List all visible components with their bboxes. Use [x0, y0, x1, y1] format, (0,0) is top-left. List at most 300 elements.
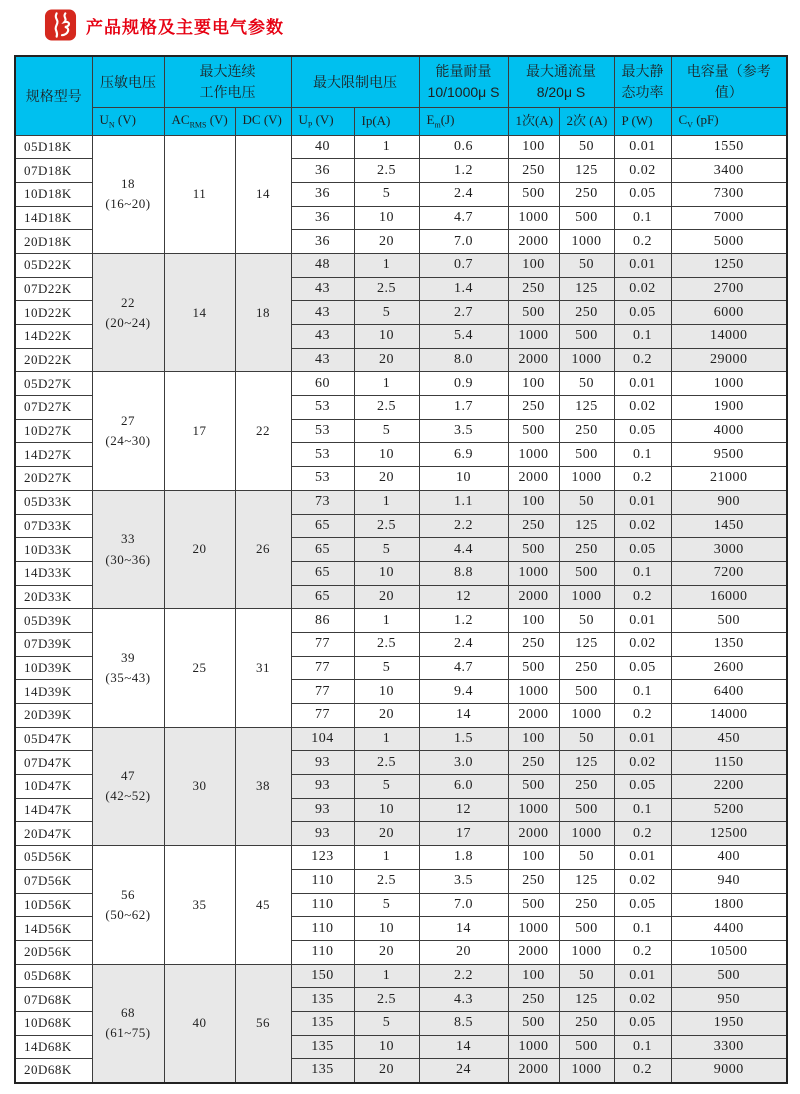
- value-cell: 125: [559, 514, 614, 538]
- table-row: [15, 372, 787, 396]
- value-cell: 53: [291, 396, 354, 420]
- value-cell: 4.3: [419, 988, 508, 1012]
- value-cell: 950: [671, 988, 787, 1012]
- value-cell: 6.9: [419, 443, 508, 467]
- value-cell: 2200: [671, 775, 787, 799]
- value-cell: 7200: [671, 561, 787, 585]
- value-cell: 8.8: [419, 561, 508, 585]
- value-cell: 1: [354, 846, 419, 870]
- value-cell: 2.5: [354, 869, 419, 893]
- value-cell: 400: [671, 846, 787, 870]
- value-cell: 0.1: [614, 206, 671, 230]
- value-cell: 250: [559, 656, 614, 680]
- value-cell: 250: [559, 301, 614, 325]
- value-cell: 0.2: [614, 230, 671, 254]
- header-model: 规格型号: [15, 56, 92, 135]
- model-cell: 07D68K: [15, 988, 92, 1012]
- value-cell: 36: [291, 182, 354, 206]
- value-cell: 0.05: [614, 538, 671, 562]
- model-cell: 05D22K: [15, 253, 92, 277]
- subheader-dc: DC (V): [235, 107, 291, 135]
- ac-voltage-cell: 35: [164, 846, 235, 964]
- value-cell: 73: [291, 490, 354, 514]
- header-energy-tolerance: 能量耐量 10/1000μ S: [419, 56, 508, 107]
- value-cell: 1000: [508, 798, 559, 822]
- value-cell: 50: [559, 846, 614, 870]
- value-cell: 1800: [671, 893, 787, 917]
- value-cell: 43: [291, 325, 354, 349]
- value-cell: 50: [559, 964, 614, 988]
- dc-voltage-cell: 38: [235, 727, 291, 845]
- value-cell: 1.2: [419, 609, 508, 633]
- value-cell: 0.1: [614, 443, 671, 467]
- value-cell: 0.2: [614, 348, 671, 372]
- table-row: [15, 846, 787, 870]
- value-cell: 100: [508, 727, 559, 751]
- model-cell: 07D22K: [15, 277, 92, 301]
- value-cell: 14000: [671, 325, 787, 349]
- subheader-surge-2nd: 2次 (A): [559, 107, 614, 135]
- value-cell: 9500: [671, 443, 787, 467]
- value-cell: 50: [559, 727, 614, 751]
- value-cell: 3.0: [419, 751, 508, 775]
- value-cell: 10: [354, 680, 419, 704]
- varistor-voltage-cell: 27 (24~30): [92, 372, 164, 490]
- model-cell: 10D22K: [15, 301, 92, 325]
- value-cell: 2.5: [354, 988, 419, 1012]
- value-cell: 40: [291, 135, 354, 159]
- value-cell: 1250: [671, 253, 787, 277]
- subheader-ip: Ip(A): [354, 107, 419, 135]
- value-cell: 0.2: [614, 704, 671, 728]
- value-cell: 53: [291, 419, 354, 443]
- value-cell: 125: [559, 396, 614, 420]
- value-cell: 86: [291, 609, 354, 633]
- value-cell: 12: [419, 798, 508, 822]
- ac-voltage-cell: 40: [164, 964, 235, 1082]
- table-row: [15, 490, 787, 514]
- value-cell: 48: [291, 253, 354, 277]
- value-cell: 135: [291, 1059, 354, 1083]
- value-cell: 1: [354, 727, 419, 751]
- header-row-sub: [15, 107, 787, 135]
- value-cell: 53: [291, 467, 354, 491]
- model-cell: 07D56K: [15, 869, 92, 893]
- ac-voltage-cell: 30: [164, 727, 235, 845]
- value-cell: 20: [354, 940, 419, 964]
- value-cell: 0.05: [614, 893, 671, 917]
- model-cell: 10D56K: [15, 893, 92, 917]
- varistor-voltage-cell: 68 (61~75): [92, 964, 164, 1082]
- value-cell: 2.5: [354, 632, 419, 656]
- value-cell: 500: [508, 538, 559, 562]
- model-cell: 07D47K: [15, 751, 92, 775]
- value-cell: 9.4: [419, 680, 508, 704]
- value-cell: 20: [354, 348, 419, 372]
- subheader-power: P (W): [614, 107, 671, 135]
- value-cell: 2000: [508, 822, 559, 846]
- value-cell: 1450: [671, 514, 787, 538]
- value-cell: 20: [354, 585, 419, 609]
- value-cell: 2.2: [419, 514, 508, 538]
- value-cell: 150: [291, 964, 354, 988]
- subheader-cv: $C_V$ (pF): [671, 107, 787, 135]
- value-cell: 0.1: [614, 561, 671, 585]
- table-row: [15, 135, 787, 159]
- value-cell: 7.0: [419, 230, 508, 254]
- value-cell: 50: [559, 372, 614, 396]
- value-cell: 36: [291, 159, 354, 183]
- value-cell: 250: [508, 988, 559, 1012]
- varistor-voltage-cell: 18 (16~20): [92, 135, 164, 253]
- model-cell: 14D47K: [15, 798, 92, 822]
- value-cell: 20: [419, 940, 508, 964]
- value-cell: 135: [291, 1011, 354, 1035]
- header-capacitance: 电容量（参考 值）: [671, 56, 787, 107]
- value-cell: 250: [508, 632, 559, 656]
- value-cell: 14: [419, 1035, 508, 1059]
- value-cell: 0.2: [614, 822, 671, 846]
- value-cell: 10500: [671, 940, 787, 964]
- value-cell: 7.0: [419, 893, 508, 917]
- table-row: [15, 964, 787, 988]
- value-cell: 9000: [671, 1059, 787, 1083]
- varistor-voltage-cell: 39 (35~43): [92, 609, 164, 727]
- model-cell: 14D33K: [15, 561, 92, 585]
- value-cell: 1150: [671, 751, 787, 775]
- model-cell: 05D33K: [15, 490, 92, 514]
- value-cell: 135: [291, 988, 354, 1012]
- value-cell: 5: [354, 301, 419, 325]
- value-cell: 0.2: [614, 940, 671, 964]
- varistor-voltage-cell: 56 (50~62): [92, 846, 164, 964]
- value-cell: 125: [559, 988, 614, 1012]
- value-cell: 104: [291, 727, 354, 751]
- model-cell: 05D18K: [15, 135, 92, 159]
- value-cell: 2000: [508, 467, 559, 491]
- value-cell: 3.5: [419, 419, 508, 443]
- value-cell: 10: [354, 206, 419, 230]
- value-cell: 5.4: [419, 325, 508, 349]
- value-cell: 100: [508, 253, 559, 277]
- value-cell: 2.5: [354, 159, 419, 183]
- value-cell: 0.1: [614, 325, 671, 349]
- value-cell: 12: [419, 585, 508, 609]
- value-cell: 100: [508, 135, 559, 159]
- model-cell: 20D56K: [15, 940, 92, 964]
- value-cell: 0.1: [614, 917, 671, 941]
- model-cell: 07D33K: [15, 514, 92, 538]
- brand-logo-icon: [44, 8, 77, 42]
- value-cell: 500: [671, 609, 787, 633]
- value-cell: 1000: [508, 680, 559, 704]
- value-cell: 77: [291, 656, 354, 680]
- value-cell: 5: [354, 656, 419, 680]
- value-cell: 2.7: [419, 301, 508, 325]
- value-cell: 1: [354, 135, 419, 159]
- value-cell: 2.2: [419, 964, 508, 988]
- value-cell: 77: [291, 704, 354, 728]
- value-cell: 4.7: [419, 206, 508, 230]
- value-cell: 110: [291, 940, 354, 964]
- value-cell: 20: [354, 1059, 419, 1083]
- value-cell: 4400: [671, 917, 787, 941]
- subheader-un: $U_N$ (V): [92, 107, 164, 135]
- model-cell: 05D27K: [15, 372, 92, 396]
- value-cell: 50: [559, 609, 614, 633]
- page-header: [0, 0, 800, 44]
- value-cell: 0.2: [614, 467, 671, 491]
- value-cell: 125: [559, 751, 614, 775]
- spec-table-head: [15, 56, 787, 135]
- value-cell: 250: [508, 277, 559, 301]
- value-cell: 250: [508, 751, 559, 775]
- value-cell: 43: [291, 301, 354, 325]
- value-cell: 3000: [671, 538, 787, 562]
- value-cell: 14: [419, 917, 508, 941]
- value-cell: 500: [508, 419, 559, 443]
- value-cell: 1000: [559, 230, 614, 254]
- value-cell: 10: [354, 798, 419, 822]
- value-cell: 4000: [671, 419, 787, 443]
- value-cell: 2600: [671, 656, 787, 680]
- value-cell: 60: [291, 372, 354, 396]
- value-cell: 65: [291, 561, 354, 585]
- model-cell: 10D27K: [15, 419, 92, 443]
- model-cell: 14D56K: [15, 917, 92, 941]
- value-cell: 250: [508, 159, 559, 183]
- value-cell: 250: [559, 419, 614, 443]
- value-cell: 1.1: [419, 490, 508, 514]
- value-cell: 5: [354, 893, 419, 917]
- model-cell: 20D47K: [15, 822, 92, 846]
- value-cell: 125: [559, 159, 614, 183]
- value-cell: 10: [354, 443, 419, 467]
- value-cell: 7000: [671, 206, 787, 230]
- table-row: [15, 253, 787, 277]
- value-cell: 0.02: [614, 751, 671, 775]
- value-cell: 20: [354, 467, 419, 491]
- value-cell: 2000: [508, 1059, 559, 1083]
- page-title: 产品规格及主要电气参数: [86, 17, 284, 37]
- value-cell: 1000: [559, 1059, 614, 1083]
- model-cell: 05D39K: [15, 609, 92, 633]
- value-cell: 1000: [671, 372, 787, 396]
- value-cell: 0.02: [614, 159, 671, 183]
- header-varistor-voltage: 压敏电压: [92, 56, 164, 107]
- value-cell: 1000: [559, 467, 614, 491]
- value-cell: 0.05: [614, 1011, 671, 1035]
- dc-voltage-cell: 18: [235, 253, 291, 371]
- value-cell: 0.1: [614, 680, 671, 704]
- value-cell: 36: [291, 230, 354, 254]
- value-cell: 500: [508, 301, 559, 325]
- value-cell: 0.9: [419, 372, 508, 396]
- model-cell: 20D18K: [15, 230, 92, 254]
- value-cell: 2000: [508, 585, 559, 609]
- value-cell: 1.7: [419, 396, 508, 420]
- value-cell: 250: [559, 893, 614, 917]
- value-cell: 5: [354, 1011, 419, 1035]
- value-cell: 500: [559, 680, 614, 704]
- model-cell: 20D68K: [15, 1059, 92, 1083]
- value-cell: 1550: [671, 135, 787, 159]
- ac-voltage-cell: 11: [164, 135, 235, 253]
- value-cell: 10: [419, 467, 508, 491]
- dc-voltage-cell: 26: [235, 490, 291, 608]
- value-cell: 100: [508, 372, 559, 396]
- value-cell: 0.1: [614, 798, 671, 822]
- value-cell: 0.7: [419, 253, 508, 277]
- dc-voltage-cell: 22: [235, 372, 291, 490]
- model-cell: 14D22K: [15, 325, 92, 349]
- header-max-surge-current: 最大通流量 8/20μ S: [508, 56, 614, 107]
- value-cell: 500: [671, 964, 787, 988]
- value-cell: 500: [508, 182, 559, 206]
- value-cell: 0.1: [614, 1035, 671, 1059]
- value-cell: 0.02: [614, 988, 671, 1012]
- value-cell: 1950: [671, 1011, 787, 1035]
- value-cell: 135: [291, 1035, 354, 1059]
- value-cell: 5000: [671, 230, 787, 254]
- value-cell: 940: [671, 869, 787, 893]
- value-cell: 125: [559, 277, 614, 301]
- value-cell: 1900: [671, 396, 787, 420]
- value-cell: 500: [559, 561, 614, 585]
- model-cell: 10D39K: [15, 656, 92, 680]
- value-cell: 250: [508, 396, 559, 420]
- value-cell: 65: [291, 514, 354, 538]
- header-max-clamping-voltage: 最大限制电压: [291, 56, 419, 107]
- value-cell: 100: [508, 609, 559, 633]
- value-cell: 1: [354, 609, 419, 633]
- value-cell: 12500: [671, 822, 787, 846]
- value-cell: 1.4: [419, 277, 508, 301]
- value-cell: 250: [508, 514, 559, 538]
- value-cell: 5: [354, 775, 419, 799]
- value-cell: 1: [354, 253, 419, 277]
- value-cell: 500: [508, 775, 559, 799]
- model-cell: 20D33K: [15, 585, 92, 609]
- value-cell: 0.05: [614, 656, 671, 680]
- value-cell: 0.2: [614, 585, 671, 609]
- value-cell: 1000: [508, 561, 559, 585]
- value-cell: 0.01: [614, 135, 671, 159]
- spec-table: [14, 55, 788, 1084]
- value-cell: 17: [419, 822, 508, 846]
- value-cell: 0.05: [614, 419, 671, 443]
- model-cell: 10D68K: [15, 1011, 92, 1035]
- value-cell: 900: [671, 490, 787, 514]
- value-cell: 500: [559, 443, 614, 467]
- value-cell: 20: [354, 822, 419, 846]
- dc-voltage-cell: 14: [235, 135, 291, 253]
- value-cell: 20: [354, 230, 419, 254]
- value-cell: 0.01: [614, 372, 671, 396]
- value-cell: 8.0: [419, 348, 508, 372]
- value-cell: 500: [508, 893, 559, 917]
- model-cell: 14D27K: [15, 443, 92, 467]
- value-cell: 0.05: [614, 182, 671, 206]
- value-cell: 0.02: [614, 277, 671, 301]
- value-cell: 100: [508, 846, 559, 870]
- value-cell: 250: [508, 869, 559, 893]
- value-cell: 5: [354, 419, 419, 443]
- value-cell: 500: [559, 917, 614, 941]
- model-cell: 20D27K: [15, 467, 92, 491]
- subheader-up: $U_P$ (V): [291, 107, 354, 135]
- value-cell: 8.5: [419, 1011, 508, 1035]
- varistor-voltage-cell: 33 (30~36): [92, 490, 164, 608]
- value-cell: 500: [508, 656, 559, 680]
- value-cell: 5: [354, 182, 419, 206]
- value-cell: 3.5: [419, 869, 508, 893]
- value-cell: 1: [354, 372, 419, 396]
- value-cell: 50: [559, 253, 614, 277]
- model-cell: 10D47K: [15, 775, 92, 799]
- value-cell: 20: [354, 704, 419, 728]
- value-cell: 1: [354, 490, 419, 514]
- dc-voltage-cell: 56: [235, 964, 291, 1082]
- value-cell: 24: [419, 1059, 508, 1083]
- value-cell: 2000: [508, 704, 559, 728]
- model-cell: 05D56K: [15, 846, 92, 870]
- value-cell: 500: [559, 798, 614, 822]
- value-cell: 0.02: [614, 869, 671, 893]
- value-cell: 6400: [671, 680, 787, 704]
- value-cell: 43: [291, 277, 354, 301]
- model-cell: 14D18K: [15, 206, 92, 230]
- value-cell: 10: [354, 917, 419, 941]
- ac-voltage-cell: 25: [164, 609, 235, 727]
- value-cell: 77: [291, 680, 354, 704]
- value-cell: 0.02: [614, 396, 671, 420]
- value-cell: 10: [354, 325, 419, 349]
- value-cell: 16000: [671, 585, 787, 609]
- value-cell: 2000: [508, 348, 559, 372]
- value-cell: 65: [291, 538, 354, 562]
- value-cell: 2000: [508, 940, 559, 964]
- value-cell: 0.01: [614, 253, 671, 277]
- value-cell: 3400: [671, 159, 787, 183]
- model-cell: 07D18K: [15, 159, 92, 183]
- value-cell: 500: [508, 1011, 559, 1035]
- value-cell: 2700: [671, 277, 787, 301]
- value-cell: 2.5: [354, 396, 419, 420]
- value-cell: 2.5: [354, 751, 419, 775]
- varistor-voltage-cell: 47 (42~52): [92, 727, 164, 845]
- value-cell: 1000: [508, 325, 559, 349]
- model-cell: 07D27K: [15, 396, 92, 420]
- value-cell: 29000: [671, 348, 787, 372]
- value-cell: 0.05: [614, 301, 671, 325]
- model-cell: 20D39K: [15, 704, 92, 728]
- value-cell: 5200: [671, 798, 787, 822]
- ac-voltage-cell: 17: [164, 372, 235, 490]
- value-cell: 500: [559, 325, 614, 349]
- value-cell: 1350: [671, 632, 787, 656]
- model-cell: 07D39K: [15, 632, 92, 656]
- value-cell: 3300: [671, 1035, 787, 1059]
- model-cell: 14D68K: [15, 1035, 92, 1059]
- header-max-continuous-voltage: 最大连续 工作电压: [164, 56, 291, 107]
- value-cell: 1.8: [419, 846, 508, 870]
- model-cell: 10D18K: [15, 182, 92, 206]
- value-cell: 1000: [559, 348, 614, 372]
- value-cell: 14000: [671, 704, 787, 728]
- value-cell: 77: [291, 632, 354, 656]
- value-cell: 65: [291, 585, 354, 609]
